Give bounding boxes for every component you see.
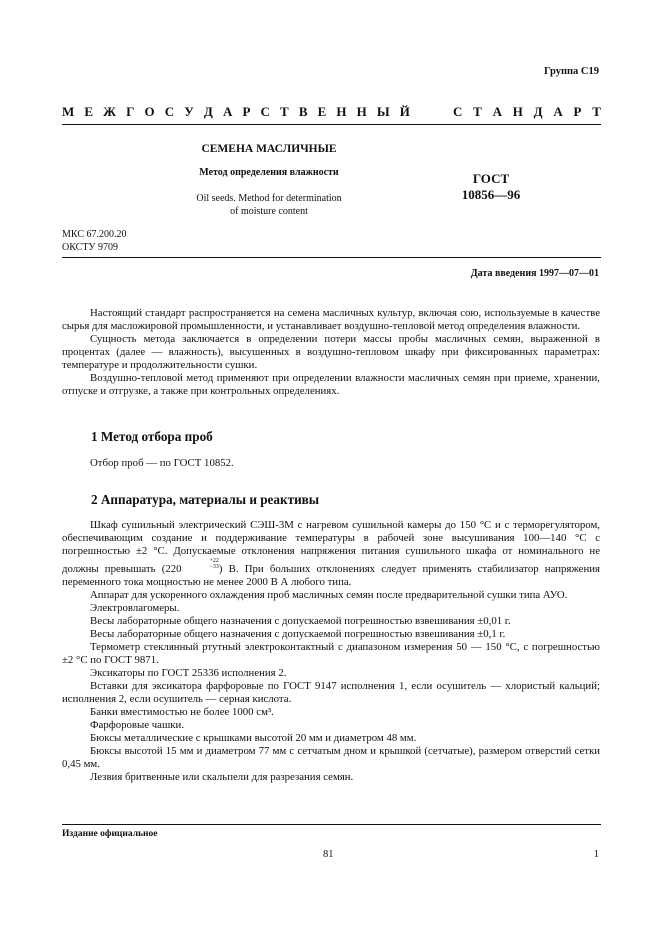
banner-letter: А [553, 104, 563, 119]
okstu-code: ОКСТУ 9709 [62, 241, 119, 253]
equipment-desiccators: Эксикаторы по ГОСТ 25336 исполнения 2. [90, 667, 287, 679]
banner-letter: М [62, 104, 75, 119]
mks-code: МКС 67.200.20 [62, 229, 127, 240]
banner-letter: У [184, 104, 194, 119]
section-1-heading: 1 Метод отбора проб [91, 429, 213, 444]
banner-letter: Т [473, 104, 482, 119]
drying-oven-text-a: Шкаф сушильный электрический СЭШ-3М с нагревом сушильной камеры до 150 °С и с терморегулятором, обеспечивающим создание и поддерживание температуры в рабочей зоне высушивания 100—140 °С с погрешностью ±2 °С. Допускаемые отклонения напряжения питания сушильного шкафа от номинального не должны превышать (220 [62, 519, 600, 575]
banner-letter: С [260, 104, 270, 119]
voltage-tolerance-upper: +22 [209, 558, 219, 564]
banner-letter: Й [399, 104, 410, 119]
equipment-cooling-apparatus: Аппарат для ускоренного охлаждения проб масличных семян после предварительной сушки типа АУО. [90, 589, 568, 601]
banner-letter: Д [533, 104, 543, 119]
gost-number: 10856—96 [461, 187, 521, 202]
equipment-scales-001: Весы лабораторные общего назначения с допускаемой погрешностью взвешивания ±0,01 г. [90, 615, 511, 627]
banner-letter: С [453, 104, 463, 119]
banner-letter: Т [280, 104, 289, 119]
introduction [62, 307, 600, 398]
banner-letter: Ы [376, 104, 390, 119]
page-number-right: 1 [593, 849, 599, 860]
banner-letter: Р [573, 104, 582, 119]
banner-letter: Н [512, 104, 523, 119]
banner-letter: А [492, 104, 502, 119]
equipment-drying-oven [62, 519, 600, 589]
banner-letter: Д [203, 104, 213, 119]
page-number-center: 81 [323, 849, 334, 860]
banner-letter: Н [336, 104, 347, 119]
banner-letter: Н [356, 104, 367, 119]
top-rule [62, 124, 601, 125]
equipment-jars: Банки вместимостью не более 1000 см³. [90, 706, 274, 718]
banner-letter: Р [242, 104, 251, 119]
standard-banner [62, 104, 601, 120]
section-1-text: Отбор проб — по ГОСТ 10852. [90, 457, 234, 469]
gost-label: ГОСТ [472, 171, 510, 186]
section-1-body [62, 457, 600, 470]
banner-letter: С [164, 104, 175, 119]
banner-letter: Е [317, 104, 327, 119]
footer-rule [62, 824, 601, 825]
official-edition: Издание официальное [62, 829, 158, 839]
drying-oven-text-b: ) В. При больших отклонениях следует применять стабилизатор напряжения переменного тока мощностью не менее 2000 В А любого типа. [62, 563, 600, 588]
intro-paragraph-scope: Настоящий стандарт распространяется на семена масличных культур, включая сою, используемые в качестве сырья для масложировой промышленности, и устанавливает воздушно-тепловой метод определения влажности. [62, 307, 600, 332]
english-title-line-1: Oil seeds. Method for determination [196, 193, 342, 204]
equipment-desiccator-inserts: Вставки для эксикатора фарфоровые по ГОСТ 9147 исполнения 1, если осушитель — хлористый кальций; исполнения 2, если осушитель — серная кислота. [62, 680, 600, 705]
gost-designation [442, 171, 540, 203]
middle-rule [62, 257, 601, 258]
intro-paragraph-essence: Сущность метода заключается в определении потери массы пробы масличных семян, выраженной в процентах (далее — влажность), высушенных в воздушно-тепловом шкафу при фиксированных параметрах: температуре и продолжительности сушки. [62, 333, 600, 371]
effective-date: Дата введения 1997—07—01 [470, 268, 599, 279]
equipment-moisture-meters: Электровлагомеры. [90, 602, 180, 614]
banner-word-standard [453, 104, 601, 120]
section-2-heading: 2 Аппаратура, материалы и реактивы [91, 492, 320, 507]
banner-word-interstate [62, 104, 410, 120]
voltage-tolerance-lower: −33 [209, 564, 219, 570]
intro-paragraph-application: Воздушно-тепловой метод применяют при определении влажности масличных семян при приеме, хранении, отпуске и отгрузке, а также при контрольных определениях. [62, 372, 600, 397]
equipment-mesh-weighing-bottles: Бюксы высотой 15 мм и диаметром 77 мм с сетчатым дном и крышкой (сетчатые), размером отверстий сетки 0,45 мм. [62, 745, 600, 770]
banner-letter: Т [592, 104, 601, 119]
classification-codes [62, 229, 126, 254]
document-subtitle: Метод определения влажности [199, 167, 339, 178]
english-title [175, 192, 363, 218]
banner-letter: Е [84, 104, 94, 119]
banner-letter: О [144, 104, 155, 119]
equipment-scales-01: Весы лабораторные общего назначения с допускаемой погрешностью взвешивания ±0,1 г. [90, 628, 506, 640]
equipment-razor-blades: Лезвия бритвенные или скальпели для разрезания семян. [90, 771, 354, 783]
banner-letter: Г [126, 104, 135, 119]
english-title-line-2: of moisture content [230, 206, 308, 217]
equipment-thermometer: Термометр стеклянный ртутный электроконтактный с диапазоном измерения 50 — 150 °С, с погрешностью ±2 °С по ГОСТ 9871. [62, 641, 600, 666]
banner-letter: В [298, 104, 308, 119]
equipment-porcelain-cups: Фарфоровые чашки. [90, 719, 185, 731]
banner-letter: Ж [103, 104, 117, 119]
group-code: Группа С19 [543, 66, 599, 77]
equipment-metal-weighing-bottles: Бюксы металлические с крышками высотой 20 мм и диаметром 48 мм. [90, 732, 417, 744]
document-title: СЕМЕНА МАСЛИЧНЫЕ [201, 143, 337, 155]
banner-letter: А [222, 104, 233, 119]
section-2-body [62, 519, 600, 784]
